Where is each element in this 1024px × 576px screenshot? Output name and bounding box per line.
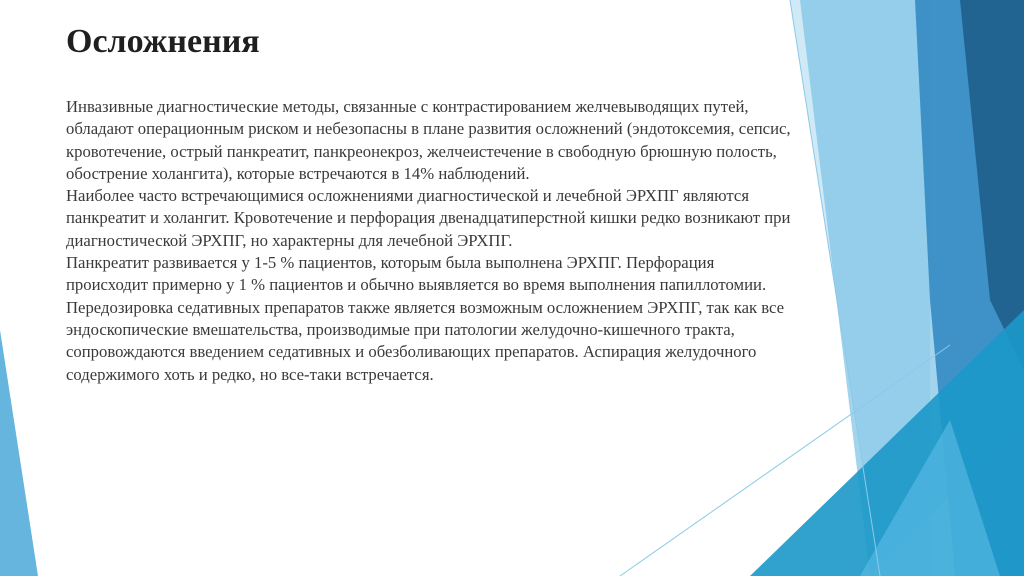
paragraph: Инвазивные диагностические методы, связанные с контрастированием желчевыводящих путей, обладают операционным риском и небезопасны в плане развития осложнений (эндотоксемия, сепсис, кровотечение, острый панкреатит, панкреонекроз, желчеистечение в свободную брюшную полость, обострение холангита), которые встречаются в 14% наблюдений. [66,97,791,183]
left-edge-shape [0,330,38,576]
paragraph: Наиболее часто встречающимися осложнениями диагностической и лечебной ЭРХПГ являются панкреатит и холангит. Кровотечение и перфорация двенадцатиперстной кишки редко возникают при диагностической ЭРХПГ, но характерны для лечебной ЭРХПГ. [66,186,791,250]
paragraph: Панкреатит развивается у 1-5 % пациентов, которым была выполнена ЭРХПГ. Перфорация происходит примерно у 1 % пациентов и обычно выявляется во время выполнения папиллотомии. Передозировка седативных препаратов также является возможным осложнением ЭРХПГ, так как все эндоскопические вмешательства, производимые при патологии желудочно-кишечного тракта, сопровождаются введением седативных и обезболивающих препаратов. Аспирация желудочного содержимого хоть и редко, но все-таки встречается. [66,253,785,384]
slide-title: Осложнения [66,23,260,60]
slide-body [66,96,796,386]
